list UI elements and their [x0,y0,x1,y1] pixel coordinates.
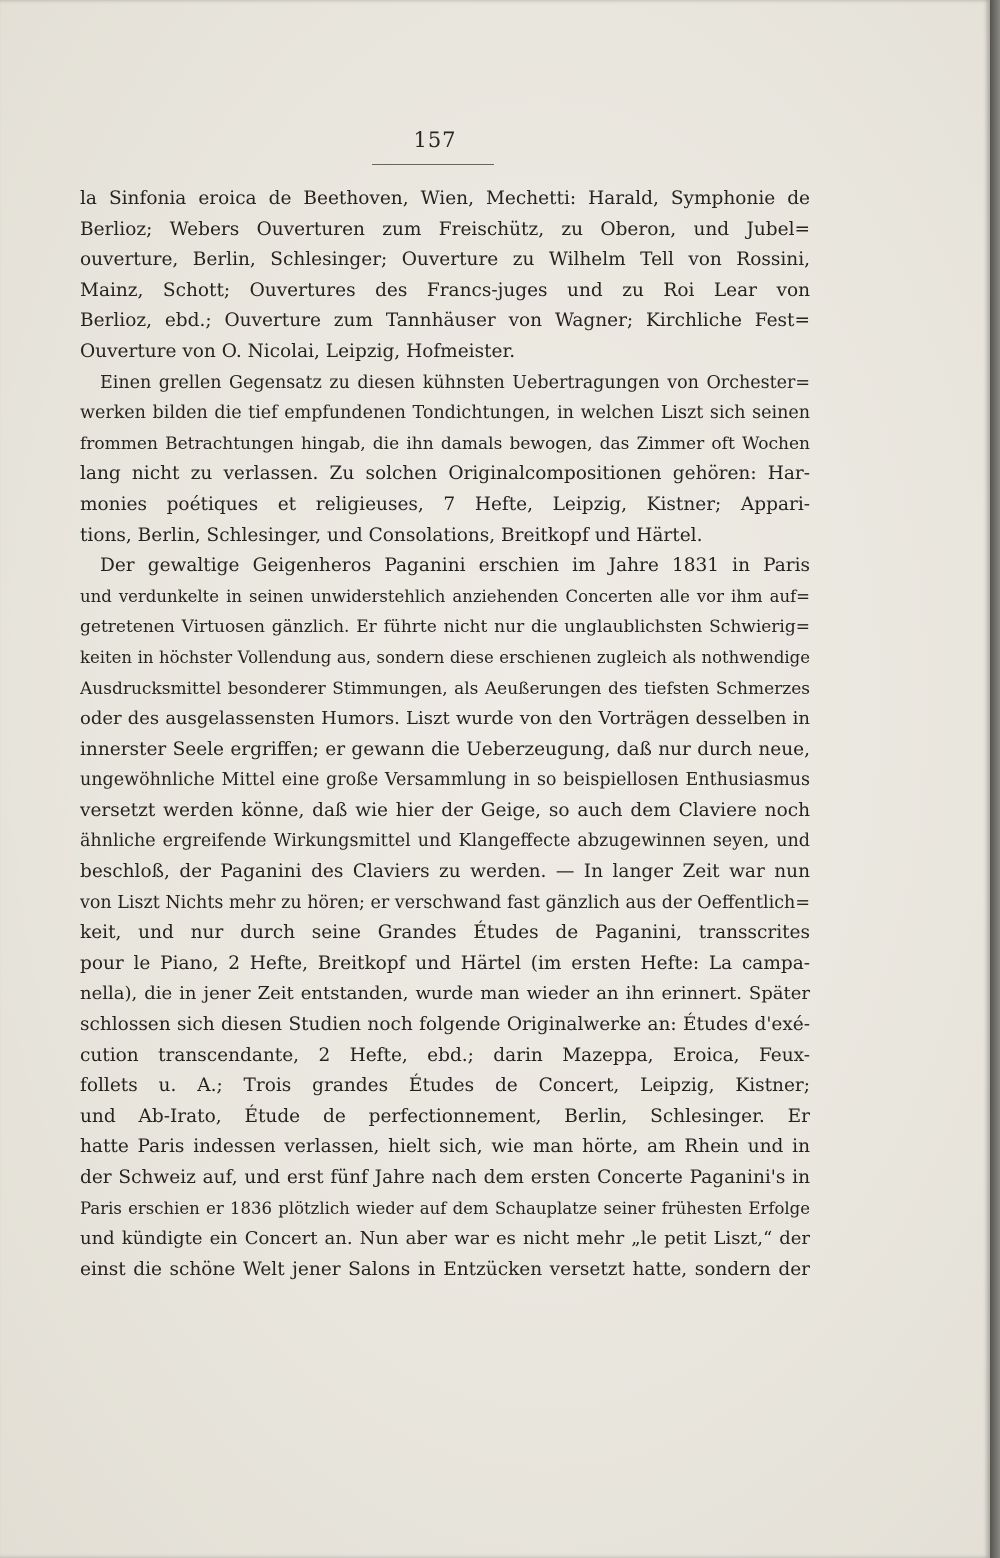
text-line-12: tions, Berlin, Schlesinger, und Consolations, Breitkopf und Härtel. [80,524,703,546]
text-line-5: Berlioz, ebd.; Ouverture zum Tannhäuser von Wagner; Kirchliche Fest= [80,310,810,332]
text-line-30: follets u. A.; Trois grandes Études de Concert, Leipzig, Kistner; [80,1075,810,1097]
text-line-21: versetzt werden könne, daß wie hier der Geige, so auch dem Claviere noch [80,799,810,821]
text-line-25: keit, und nur durch seine Grandes Études de Paganini, transscrites [80,922,810,944]
text-line-11: monies poétiques et religieuses, 7 Hefte, Leipzig, Kistner; Appari- [80,493,810,515]
text-line-7: Einen grellen Gegensatz zu diesen kühnsten Uebertragungen von Orchester= [100,372,810,393]
text-line-26: pour le Piano, 2 Hefte, Breitkopf und Härtel (im ersten Hefte: La campa- [80,952,810,974]
text-line-36: einst die schöne Welt jener Salons in Entzücken versetzt hatte, sondern der [80,1258,810,1280]
text-line-8: werken bilden die tief empfundenen Tondichtungen, in welchen Liszt sich seinen [80,403,810,424]
text-line-10: lang nicht zu verlassen. Zu solchen Originalcompositionen gehören: Har- [80,463,810,485]
text-line-19: innerster Seele ergriffen; er gewann die Ueberzeugung, daß nur durch neue, [80,738,810,760]
body-text [80,184,810,1285]
text-line-23: beschloß, der Paganini des Claviers zu werden. — In langer Zeit war nun [80,861,810,883]
text-line-33: der Schweiz auf, und erst fünf Jahre nach dem ersten Concerte Paganini's in [80,1167,810,1188]
text-line-34: Paris erschien er 1836 plötzlich wieder auf dem Schauplatze seiner frühesten Erfolge [80,1198,810,1218]
text-line-22: ähnliche ergreifende Wirkungsmittel und Klangeffecte abzugewinnen seyen, und [80,831,810,852]
text-line-29: cution transcendante, 2 Hefte, ebd.; darin Mazeppa, Eroica, Feux- [80,1044,810,1066]
text-line-18: oder des ausgelassensten Humors. Liszt wurde von den Vorträgen desselben in [80,708,810,730]
text-line-6: Ouverture von O. Nicolai, Leipzig, Hofmeister. [80,340,516,362]
text-line-4: Mainz, Schott; Ouvertures des Francs-juges und zu Roi Lear von [80,279,810,301]
text-line-15: getretenen Virtuosen gänzlich. Er führte nicht nur die unglaublichsten Schwierig= [80,617,810,638]
text-line-13: Der gewaltige Geigenheros Paganini erschien im Jahre 1831 in Paris [100,555,810,577]
text-line-24: von Liszt Nichts mehr zu hören; er verschwand fast gänzlich aus der Oeffentlich= [80,892,810,913]
page-number: 157 [413,128,457,152]
text-line-16: keiten in höchster Vollendung aus, sondern diese erschienen zugleich als nothwendige [80,647,810,667]
text-line-35: und kündigte ein Concert an. Nun aber war es nicht mehr „le petit Liszt,“ der [80,1228,810,1250]
text-line-1: la Sinfonia eroica de Beethoven, Wien, Mechetti: Harald, Symphonie de [80,188,810,209]
page-edge [990,0,1000,1558]
text-line-28: schlossen sich diesen Studien noch folgende Originalwerke an: Études d'exé- [80,1014,810,1036]
text-line-27: nella), die in jener Zeit entstanden, wurde man wieder an ihn erinnert. Später [80,983,810,1005]
text-line-17: Ausdrucksmittel besonderer Stimmungen, als Aeußerungen des tiefsten Schmerzes [80,678,810,699]
text-line-9: frommen Betrachtungen hingab, die ihn damals bewogen, das Zimmer oft Wochen [80,433,810,454]
text-line-20: ungewöhnliche Mittel eine große Versammlung in so beispiellosen Enthusiasmus [80,770,810,791]
header-rule [372,164,494,165]
text-line-2: Berlioz; Webers Ouverturen zum Freischütz, zu Oberon, und Jubel= [80,218,810,240]
text-line-32: hatte Paris indessen verlassen, hielt sich, wie man hörte, am Rhein und in [80,1136,810,1158]
text-line-14: und verdunkelte in seinen unwiderstehlich anziehenden Concerten alle vor ihm auf= [80,586,810,606]
text-line-31: und Ab-Irato, Étude de perfectionnement, Berlin, Schlesinger. Er [80,1105,810,1127]
text-line-3: ouverture, Berlin, Schlesinger; Ouverture zu Wilhelm Tell von Rossini, [80,249,810,271]
